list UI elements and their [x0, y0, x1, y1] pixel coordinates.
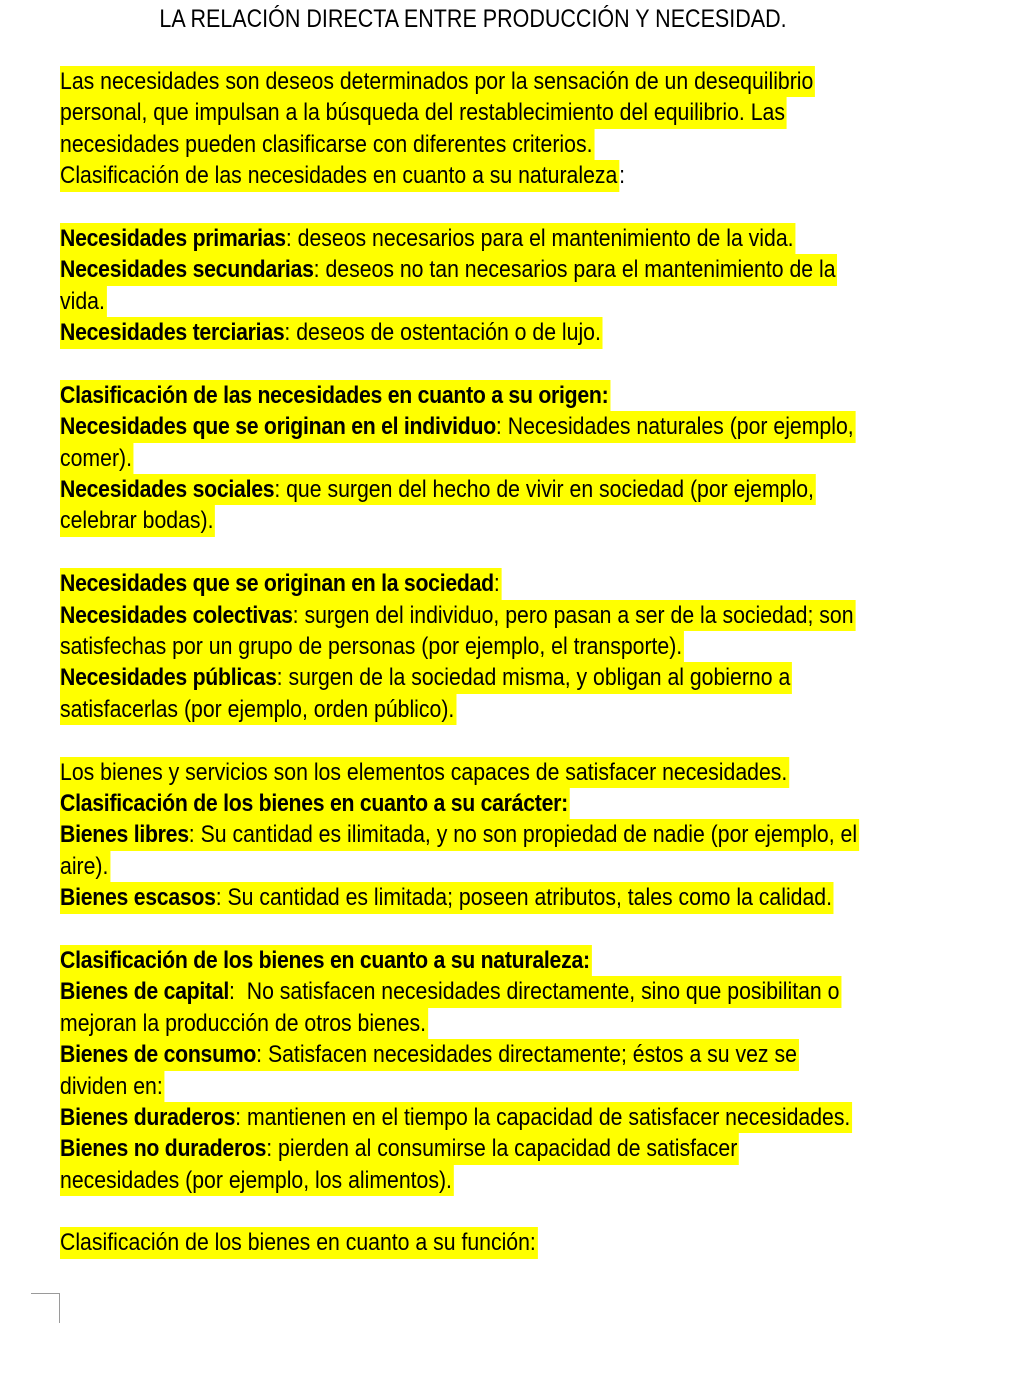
- text-line: [60, 1227, 963, 1258]
- bold-term: Necesidades secundarias: [60, 256, 314, 284]
- line-content: [60, 788, 570, 819]
- line-content: [60, 380, 610, 411]
- line-content: [60, 694, 456, 725]
- line-content: [60, 600, 855, 631]
- line-content: [60, 1133, 739, 1164]
- highlighted-text: [60, 1008, 428, 1039]
- line-text: necesidades pueden clasificarse con diferentes criterios.: [60, 130, 593, 158]
- line-text: celebrar bodas).: [60, 507, 214, 535]
- line-text: mejoran la producción de otros bienes.: [60, 1009, 427, 1037]
- bold-term: Clasificación de los bienes en cuanto a su naturaleza:: [60, 946, 590, 974]
- text-line: [60, 317, 963, 348]
- highlighted-text: [60, 474, 816, 505]
- text-line: [60, 66, 963, 97]
- line-content: [60, 317, 603, 348]
- line-content: [60, 129, 594, 160]
- line-text: : surgen del individuo, pero pasan a ser de la sociedad; son: [292, 601, 854, 629]
- highlighted-text: [60, 97, 787, 128]
- text-line: [60, 600, 963, 631]
- bold-term: Bienes escasos: [60, 884, 216, 912]
- line-text: dividen en:: [60, 1072, 163, 1100]
- highlighted-text: [60, 662, 792, 693]
- highlighted-text: [60, 254, 837, 285]
- highlighted-text: [60, 882, 834, 913]
- line-text: personal, que impulsan a la búsqueda del restablecimiento del equilibrio. Las: [60, 99, 785, 127]
- text-line: [60, 819, 963, 850]
- line-text: comer).: [60, 444, 132, 472]
- text-line: [60, 631, 963, 662]
- highlighted-text: [60, 317, 603, 348]
- text-line: [60, 254, 963, 285]
- highlighted-text: [60, 223, 795, 254]
- highlighted-text: [60, 1165, 454, 1196]
- highlighted-text: [60, 286, 107, 317]
- line-content: [60, 945, 592, 976]
- text-line: [60, 788, 963, 819]
- text-line: [60, 1039, 963, 1070]
- highlighted-text: [60, 631, 684, 662]
- text-line: [60, 129, 963, 160]
- line-content: [60, 882, 834, 913]
- page-margin-corner-marker: [31, 1293, 60, 1323]
- line-content: [60, 286, 107, 317]
- bold-term: Necesidades colectivas: [60, 601, 293, 629]
- highlighted-text: [60, 694, 456, 725]
- line-text: Los bienes y servicios son los elementos capaces de satisfacer necesidades.: [60, 758, 788, 786]
- highlighted-text: [60, 443, 134, 474]
- line-text: : Su cantidad es limitada; poseen atributos, tales como la calidad.: [215, 884, 833, 912]
- line-text: satisfechas por un grupo de personas (por ejemplo, el transporte).: [60, 633, 683, 661]
- bold-term: Clasificación de los bienes en cuanto a su carácter:: [60, 789, 568, 817]
- bold-term: Necesidades que se originan en la sociedad: [60, 570, 494, 598]
- text-line: [60, 411, 963, 442]
- line-content: [60, 1102, 852, 1133]
- blank-line: [60, 192, 963, 223]
- bold-term: Bienes libres: [60, 821, 189, 849]
- highlighted-text: [60, 976, 841, 1007]
- line-text: aire).: [60, 852, 109, 880]
- text-line: [60, 286, 963, 317]
- bold-term: Necesidades sociales: [60, 476, 275, 504]
- line-content: [60, 631, 684, 662]
- highlighted-text: [60, 129, 594, 160]
- highlighted-text: [60, 1227, 538, 1258]
- line-text: Clasificación de los bienes en cuanto a su función:: [60, 1229, 536, 1257]
- text-line: [60, 1165, 963, 1196]
- line-text: necesidades (por ejemplo, los alimentos).: [60, 1166, 452, 1194]
- bold-term: Necesidades primarias: [60, 224, 286, 252]
- line-text: vida.: [60, 287, 105, 315]
- line-text: :: [493, 570, 500, 598]
- text-line: [60, 976, 963, 1007]
- highlighted-text: [60, 757, 789, 788]
- text-line: [60, 474, 963, 505]
- line-text: : surgen de la sociedad misma, y obligan al gobierno a: [276, 664, 791, 692]
- line-text: : deseos de ostentación o de lujo.: [284, 319, 601, 347]
- line-content: [60, 757, 789, 788]
- line-content: [60, 1165, 454, 1196]
- line-text: : deseos necesarios para el mantenimiento de la vida.: [285, 224, 794, 252]
- line-text: : No satisfacen necesidades directamente, sino que posibilitan o: [229, 978, 840, 1006]
- text-line: [60, 1133, 963, 1164]
- blank-line: [60, 1196, 963, 1227]
- highlighted-text: [60, 380, 610, 411]
- bold-term: Bienes de capital: [60, 978, 230, 1006]
- line-content: [60, 66, 815, 97]
- text-line: [60, 380, 963, 411]
- text-line: [60, 694, 963, 725]
- highlighted-text: [60, 1133, 739, 1164]
- unhighlighted-tail: :: [619, 162, 625, 190]
- bold-term: Bienes duraderos: [60, 1103, 236, 1131]
- line-content: [60, 851, 110, 882]
- highlighted-text: [60, 851, 110, 882]
- text-line: [60, 1008, 963, 1039]
- text-line: [60, 97, 963, 128]
- text-line: [60, 662, 963, 693]
- bold-term: Necesidades que se originan en el individuo: [60, 413, 496, 441]
- text-line: [60, 882, 963, 913]
- bold-term: Necesidades terciarias: [60, 319, 285, 347]
- text-line: [60, 1102, 963, 1133]
- line-text: : Su cantidad es ilimitada, y no son propiedad de nadie (por ejemplo, el: [188, 821, 858, 849]
- line-content: [60, 1227, 538, 1258]
- highlighted-text: [60, 411, 855, 442]
- text-line: [60, 505, 963, 536]
- text-line: [60, 568, 963, 599]
- bold-term: Clasificación de las necesidades en cuanto a su origen:: [60, 381, 609, 409]
- text-line: [60, 223, 963, 254]
- line-content: [60, 505, 215, 536]
- document-title: LA RELACIÓN DIRECTA ENTRE PRODUCCIÓN Y NECESIDAD.: [159, 5, 787, 33]
- line-content: [60, 819, 859, 850]
- highlighted-text: [60, 1071, 165, 1102]
- highlighted-text: [60, 160, 619, 191]
- document-body[interactable]: [60, 66, 963, 1259]
- text-line: [60, 945, 963, 976]
- highlighted-text: [60, 945, 592, 976]
- line-content: [60, 1071, 165, 1102]
- line-text: : Satisfacen necesidades directamente; éstos a su vez se: [256, 1041, 797, 1069]
- line-content: [60, 411, 855, 442]
- highlighted-text: [60, 568, 502, 599]
- blank-line: [60, 914, 963, 945]
- highlighted-text: [60, 505, 215, 536]
- line-content: [60, 662, 792, 693]
- blank-line: [60, 349, 963, 380]
- highlighted-text: [60, 1039, 799, 1070]
- bold-term: Bienes no duraderos: [60, 1135, 267, 1163]
- highlighted-text: [60, 819, 859, 850]
- blank-line: [60, 537, 963, 568]
- highlighted-text: [60, 788, 570, 819]
- text-line: [60, 443, 963, 474]
- line-text: : que surgen del hecho de vivir en sociedad (por ejemplo,: [274, 476, 814, 504]
- line-text: Clasificación de las necesidades en cuanto a su naturaleza: [60, 162, 618, 190]
- highlighted-text: [60, 1102, 852, 1133]
- line-text: : deseos no tan necesarios para el mantenimiento de la: [313, 256, 836, 284]
- line-content: [60, 254, 837, 285]
- line-content: [60, 474, 816, 505]
- line-content: [60, 976, 841, 1007]
- highlighted-text: [60, 600, 855, 631]
- text-line: [60, 757, 963, 788]
- text-line: [60, 160, 963, 191]
- line-content: [60, 1008, 428, 1039]
- line-text: : mantienen en el tiempo la capacidad de satisfacer necesidades.: [235, 1103, 851, 1131]
- line-content: [60, 1039, 799, 1070]
- line-text: satisfacerlas (por ejemplo, orden público).: [60, 695, 455, 723]
- line-text: : Necesidades naturales (por ejemplo,: [495, 413, 854, 441]
- line-text: Las necesidades son deseos determinados por la sensación de un desequilibrio: [60, 68, 814, 95]
- text-line: [60, 1071, 963, 1102]
- line-content: [60, 97, 787, 128]
- text-line: [60, 851, 963, 882]
- bold-term: Necesidades públicas: [60, 664, 277, 692]
- line-content: [60, 160, 625, 191]
- highlighted-text: [60, 66, 815, 97]
- line-content: [60, 443, 134, 474]
- blank-line: [60, 725, 963, 756]
- line-text: : pierden al consumirse la capacidad de satisfacer: [266, 1135, 738, 1163]
- line-content: [60, 223, 795, 254]
- bold-term: Bienes de consumo: [60, 1041, 257, 1069]
- line-content: [60, 568, 502, 599]
